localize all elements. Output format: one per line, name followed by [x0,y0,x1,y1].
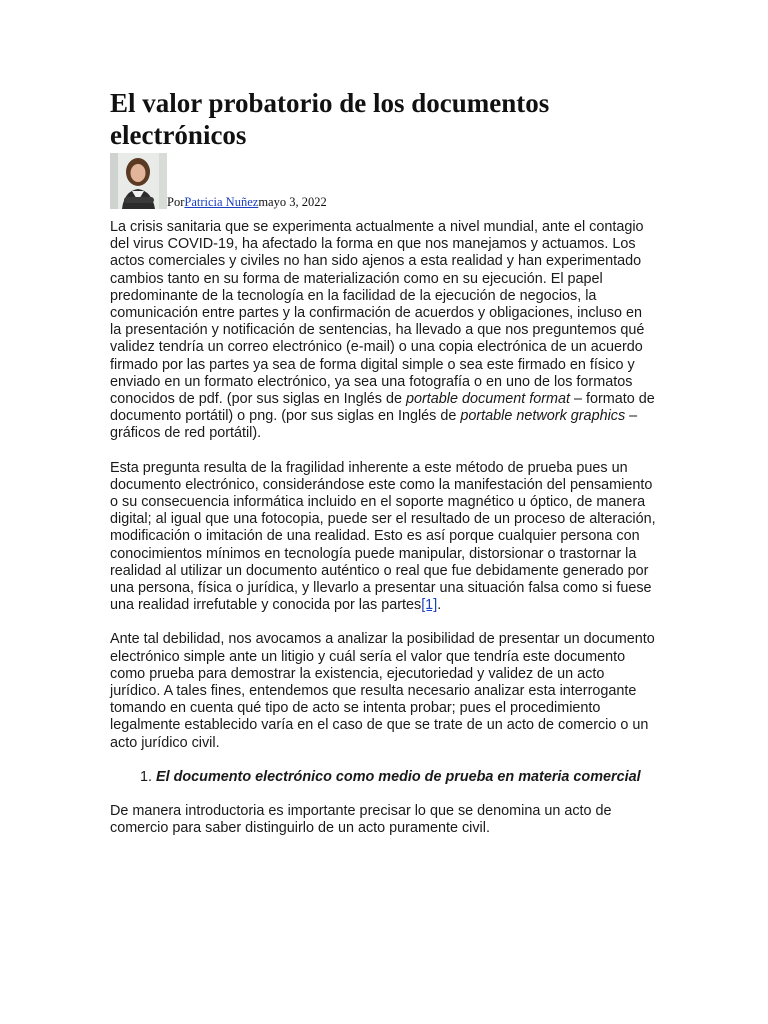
byline [110,153,656,209]
article-body [110,219,656,838]
paragraph-1-italic-term: portable document format [406,391,570,408]
publish-date: mayo 3, 2022 [258,195,327,209]
author-avatar [110,153,167,209]
byline-prefix: Por [167,195,185,209]
paragraph-3: Ante tal debilidad, nos avocamos a analizar la posibilidad de presentar un documento electrónico simple ante un litigio y cuál sería el valor que tendría este documento como prueba para demostrar la existencia, ejecutoriedad y validez de un acto jurídico. A tales fines, entendemos que resulta necesario analizar esta interrogante tomando en cuenta qué tipo de acto se intenta probar; pues el procedimiento legalmente establecido varía en el caso de que se trate de un acto de comercio o un acto jurídico civil. [110,631,655,751]
section-heading: 1. El documento electrónico como medio de prueba en materia comercial [156,769,656,786]
author-link[interactable]: Patricia Nuñez [184,195,259,209]
paragraph-2 [110,460,656,615]
paragraph-1-text-2: – formato de documento portátil) o png. (por sus siglas en Inglés de [110,391,655,425]
paragraph-1-text: La crisis sanitaria que se experimenta actualmente a nivel mundial, ante el contagio del virus COVID-19, ha afectado la forma en que nos manejamos y actuamos. Los actos comerciales y civiles no han sido ajenos a esta realidad y han experimentado cambios tanto en su forma de materialización como en su ejecución. El papel predominante de la tecnología en la facilidad de la ejecución de negocios, la comunicación entre partes y la confirmación de acuerdos y obligaciones, incluso en la presentación y notificación de sentencias, ha llevado a que nos preguntemos qué validez tendría un correo electrónico (e-mail) o una copia electrónica de un acuerdo firmado por las partes ya sea de forma digital simple o sea este firmado en físico y enviado en un formato electrónico, ya sea una fotografía o en uno de los formatos conocidos de pdf. (por sus siglas en Inglés de [110,219,645,408]
byline-text [167,195,327,209]
article-title: El valor probatorio de los documentos electrónicos [110,88,550,150]
paragraph-2-end: . [437,597,442,614]
paragraph-4: De manera introductoria es importante precisar lo que se denomina un acto de comercio para saber distinguirlo de un acto puramente civil. [110,803,612,837]
paragraph-1 [110,219,656,443]
paragraph-1-text-3: – gráficos de red portátil). [110,408,638,442]
section-list [110,769,656,786]
paragraph-2-text: Esta pregunta resulta de la fragilidad inherente a este método de prueba pues un documento electrónico, considerándose este como la manifestación del pensamiento o su consecuencia informática incluido en el soporte magnético u óptico, de manera digital; al igual que una fotocopia, puede ser el resultado de un proceso de alteración, modificación o imitación de una realidad. Esto es así porque cualquier persona con conocimientos mínimos en tecnología puede manipular, distorsionar o trastornar la realidad al utilizar un documento auténtico o real que fue debidamente generado por una persona, física o jurídica, y llevarlo a presentar una situación falsa como si fuese una realidad irrefutable y conocida por las partes [110,459,656,614]
footnote-link[interactable]: [1] [421,597,438,614]
paragraph-1-italic-term-2: portable network graphics [460,408,626,425]
